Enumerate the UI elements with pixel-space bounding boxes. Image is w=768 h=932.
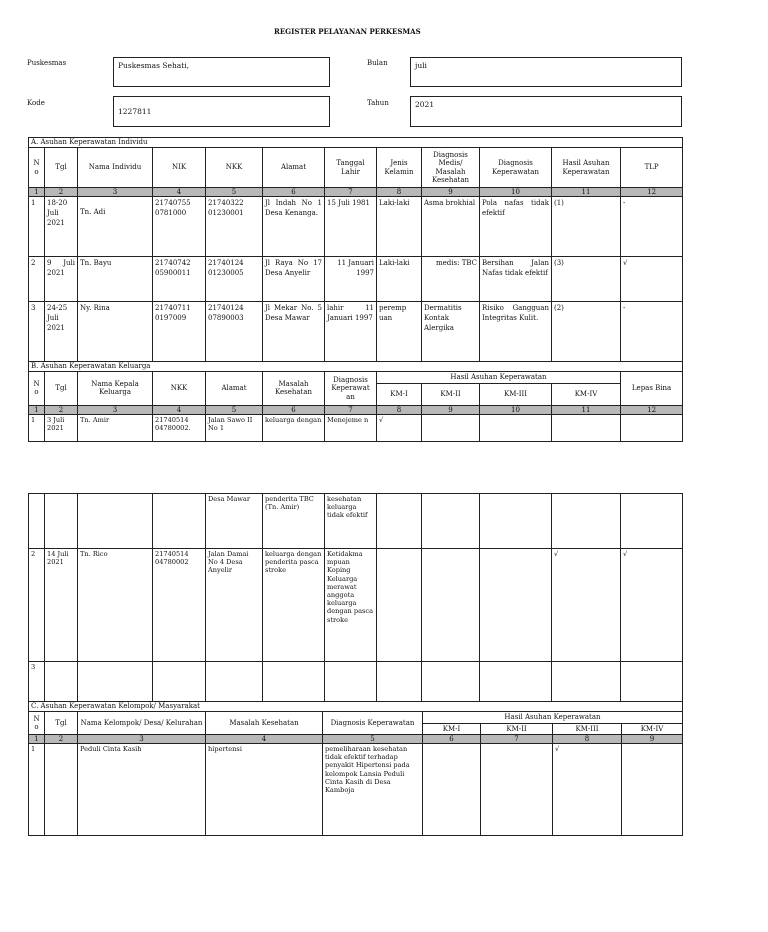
col-km-4: KM-IV [552, 383, 621, 405]
cell-no: 1 [29, 197, 45, 257]
cell-dx-medis: medis: TBC [422, 257, 480, 302]
cell-alamat: Jalan Damai No 4 Desa Anyelir [206, 549, 263, 662]
cell-masalah [263, 662, 325, 702]
cell-diagnosis: kesehatan keluarga tidak efektif [325, 494, 377, 549]
cell-km-2 [422, 494, 480, 549]
cell-nama: Peduli Cinta Kasih [78, 744, 206, 836]
col-alamat: Alamat [263, 148, 325, 188]
col-number: 2 [45, 735, 78, 744]
col-number: 1 [29, 405, 45, 414]
cell-hasil: (3) [552, 257, 621, 302]
col-number: 8 [377, 405, 422, 414]
col-km-1: KM-I [377, 383, 422, 405]
cell-nama: Tn. Adi [78, 197, 153, 257]
cell-no: 2 [29, 549, 45, 662]
cell-masalah: hipertensi [206, 744, 323, 836]
cell-alamat: Jalan Sawo II No 1 [206, 414, 263, 441]
cell-tgl: 3 Juli 2021 [45, 414, 78, 441]
puskesmas-field[interactable]: Puskesmas Sehati, [113, 57, 330, 87]
cell-dx-kep: Pola nafas tidak efektif [480, 197, 552, 257]
col-tgl: Tgl [45, 372, 78, 406]
register-table-kelompok [28, 701, 683, 836]
cell-nkk: 21740322 01230001 [206, 197, 263, 257]
col-number: 9 [422, 188, 480, 197]
cell-tgl [45, 662, 78, 702]
col-number: 10 [480, 188, 552, 197]
col-number: 3 [78, 405, 153, 414]
cell-dx-medis: Dermatitis Kontak Alergika [422, 302, 480, 362]
cell-lahir: lahir 11 Januari 1997 [325, 302, 377, 362]
cell-nkk: 21740124 07890003 [206, 302, 263, 362]
col-km-2: KM-II [481, 723, 553, 735]
col-number: 11 [552, 405, 621, 414]
col-number: 1 [29, 188, 45, 197]
cell-nik: 21740711 0197009 [153, 302, 206, 362]
cell-tlp: - [621, 197, 683, 257]
col-diagnosis-keperawatan: Diagnosis Keperawatan [323, 712, 423, 735]
col-tlp: TLP [621, 148, 683, 188]
col-hasil-asuhan: Hasil Asuhan Keperawatan [552, 148, 621, 188]
cell-no: 2 [29, 257, 45, 302]
cell-dx-kep: Risiko Gangguan Integritas Kulit. [480, 302, 552, 362]
cell-km-1 [377, 662, 422, 702]
col-number: 8 [377, 188, 422, 197]
col-hasil-asuhan: Hasil Asuhan Keperawatan [423, 712, 683, 724]
col-number: 7 [325, 405, 377, 414]
cell-no: 1 [29, 744, 45, 836]
cell-km-4 [552, 414, 621, 441]
cell-tgl: 24-25 Juli 2021 [45, 302, 78, 362]
table-row [29, 549, 683, 662]
col-no: N o [29, 712, 45, 735]
cell-masalah: keluarga dengan [263, 414, 325, 441]
cell-dx-kep: Bersihan Jalan Nafas tidak efektif [480, 257, 552, 302]
cell-tgl: 18-20 Juli 2021 [45, 197, 78, 257]
col-nama-kelompok: Nama Kelompok/ Desa/ Kelurahan [78, 712, 206, 735]
col-km-1: KM-I [423, 723, 481, 735]
col-number: 9 [622, 735, 683, 744]
col-number: 1 [29, 735, 45, 744]
col-km-3: KM-III [553, 723, 622, 735]
cell-tgl: 9 Juli 2021 [45, 257, 78, 302]
col-number: 6 [263, 188, 325, 197]
cell-nik: 21740742 05900011 [153, 257, 206, 302]
col-tanggal-lahir: Tanggal Lahir [325, 148, 377, 188]
col-number: 2 [45, 405, 78, 414]
section-c-title: C. Asuhan Keperawatan Kelompok/ Masyarakat [29, 702, 683, 712]
col-number: 8 [553, 735, 622, 744]
table-row [29, 744, 683, 836]
cell-km-1 [377, 494, 422, 549]
cell-no: 3 [29, 662, 45, 702]
cell-diagnosis: pemeliharaan kesehatan tidak efektif terhadap penyakit Hipertensi pada kelompok Lansia Peduli Cinta Kasih di Desa Kamboja [323, 744, 423, 836]
cell-lepas-bina [621, 494, 683, 549]
cell-masalah: penderita TBC (Tn. Amir) [263, 494, 325, 549]
col-number: 4 [153, 188, 206, 197]
col-km-2: KM-II [422, 383, 480, 405]
cell-no: 3 [29, 302, 45, 362]
col-number: 3 [78, 188, 153, 197]
cell-km-4 [552, 662, 621, 702]
col-masalah-kesehatan: Masalah Kesehatan [206, 712, 323, 735]
col-number: 12 [621, 405, 683, 414]
col-number: 4 [153, 405, 206, 414]
col-jenis-kelamin: Jenis Kelamin [377, 148, 422, 188]
cell-hasil: (2) [552, 302, 621, 362]
col-number: 5 [206, 188, 263, 197]
col-nama-individu: Nama Individu [78, 148, 153, 188]
col-no: N o [29, 148, 45, 188]
cell-km-1 [377, 549, 422, 662]
cell-nama: Tn. Rico [78, 549, 153, 662]
col-number: 2 [45, 188, 78, 197]
col-nama-kepala-keluarga: Nama Kepala Keluarga [78, 372, 153, 406]
cell-no: 1 [29, 414, 45, 441]
col-diagnosis-keperawatan: Diagnosis Keperawatan [480, 148, 552, 188]
cell-nama [78, 494, 153, 549]
cell-alamat: Jl Raya No 17 Desa Anyelir [263, 257, 325, 302]
col-number: 6 [263, 405, 325, 414]
cell-lahir: 15 Juli 1981 [325, 197, 377, 257]
kode-field[interactable]: 1227811 [113, 96, 330, 127]
cell-km-2 [422, 549, 480, 662]
table-row [29, 257, 683, 302]
cell-masalah: keluarga dengan penderita pasca stroke [263, 549, 325, 662]
register-table-upper [28, 137, 683, 442]
col-diagnosis-keperawatan: Diagnosis Keperawat an [325, 372, 377, 406]
cell-diagnosis: Ketidakma mpuan Koping Keluarga merawat anggota keluarga dengan pasca stroke [325, 549, 377, 662]
col-km-3: KM-III [480, 383, 552, 405]
cell-tlp: √ [621, 257, 683, 302]
cell-lepas-bina [621, 414, 683, 441]
table-row [29, 662, 683, 702]
table-row [29, 494, 683, 549]
col-nkk: NKK [153, 372, 206, 406]
col-number: 12 [621, 188, 683, 197]
cell-km-3: √ [553, 744, 622, 836]
col-lepas-bina: Lepas Bina [621, 372, 683, 406]
kode-label: Kode [27, 99, 45, 107]
bulan-label: Bulan [367, 59, 388, 67]
col-masalah-kesehatan: Masalah Kesehatan [263, 372, 325, 406]
col-number: 4 [206, 735, 323, 744]
cell-nama: Ny. Rina [78, 302, 153, 362]
col-number: 3 [78, 735, 206, 744]
col-no: N o [29, 372, 45, 406]
cell-diagnosis: Menejeme n [325, 414, 377, 441]
register-table-continued [28, 493, 683, 702]
cell-km-3 [480, 549, 552, 662]
cell-alamat: Jl Indah No 1 Desa Kenanga. [263, 197, 325, 257]
cell-diagnosis [325, 662, 377, 702]
cell-nama: Tn. Bayu [78, 257, 153, 302]
section-a-title: A. Asuhan Keperawatan Individu [29, 138, 683, 148]
table-row [29, 302, 683, 362]
cell-km-4: √ [552, 549, 621, 662]
cell-km-1 [423, 744, 481, 836]
col-number: 7 [481, 735, 553, 744]
cell-lepas-bina: √ [621, 549, 683, 662]
cell-km-2 [481, 744, 553, 836]
cell-km-2 [422, 414, 480, 441]
cell-km-2 [422, 662, 480, 702]
cell-no [29, 494, 45, 549]
puskesmas-label: Puskesmas [27, 59, 67, 67]
cell-km-3 [480, 414, 552, 441]
col-diagnosis-medis: Diagnosis Medis/ Masalah Kesehatan [422, 148, 480, 188]
cell-nik: 21740755 0781000 [153, 197, 206, 257]
col-alamat: Alamat [206, 372, 263, 406]
cell-nama: Tn. Amir [78, 414, 153, 441]
cell-tlp: - [621, 302, 683, 362]
cell-km-3 [480, 494, 552, 549]
cell-km-3 [480, 662, 552, 702]
col-nik: NIK [153, 148, 206, 188]
cell-nkk: 21740514 04780002 [153, 549, 206, 662]
col-hasil-asuhan: Hasil Asuhan Keperawatan [377, 372, 621, 384]
col-number: 10 [480, 405, 552, 414]
col-km-4: KM-IV [622, 723, 683, 735]
bulan-field[interactable]: juli [410, 57, 682, 87]
cell-jk: peremp uan [377, 302, 422, 362]
col-tgl: Tgl [45, 712, 78, 735]
cell-tgl [45, 494, 78, 549]
cell-jk: Laki-laki [377, 197, 422, 257]
cell-tgl [45, 744, 78, 836]
col-number: 11 [552, 188, 621, 197]
cell-dx-medis: Asma brokhial [422, 197, 480, 257]
cell-nkk: 21740124 01230005 [206, 257, 263, 302]
cell-km-1: √ [377, 414, 422, 441]
cell-km-4 [552, 494, 621, 549]
page-title: REGISTER PELAYANAN PERKESMAS [274, 27, 421, 36]
cell-jk: Laki-laki [377, 257, 422, 302]
cell-hasil: (1) [552, 197, 621, 257]
col-tgl: Tgl [45, 148, 78, 188]
cell-alamat: Jl Mekar No. 5 Desa Mawar [263, 302, 325, 362]
cell-nkk: 21740514 04780002. [153, 414, 206, 441]
cell-tgl: 14 Juli 2021 [45, 549, 78, 662]
section-b-title: B. Asuhan Keperawatan Keluarga [29, 362, 683, 372]
col-nkk: NKK [206, 148, 263, 188]
cell-alamat: Desa Mawar [206, 494, 263, 549]
cell-alamat [206, 662, 263, 702]
col-number: 9 [422, 405, 480, 414]
tahun-field[interactable]: 2021 [410, 96, 682, 127]
table-row [29, 197, 683, 257]
col-number: 7 [325, 188, 377, 197]
table-row [29, 414, 683, 441]
cell-lepas-bina [621, 662, 683, 702]
cell-nkk [153, 494, 206, 549]
cell-km-4 [622, 744, 683, 836]
cell-nkk [153, 662, 206, 702]
col-number: 5 [323, 735, 423, 744]
col-number: 5 [206, 405, 263, 414]
cell-lahir: 11 Januari 1997 [325, 257, 377, 302]
tahun-label: Tahun [367, 99, 389, 107]
cell-nama [78, 662, 153, 702]
col-number: 6 [423, 735, 481, 744]
